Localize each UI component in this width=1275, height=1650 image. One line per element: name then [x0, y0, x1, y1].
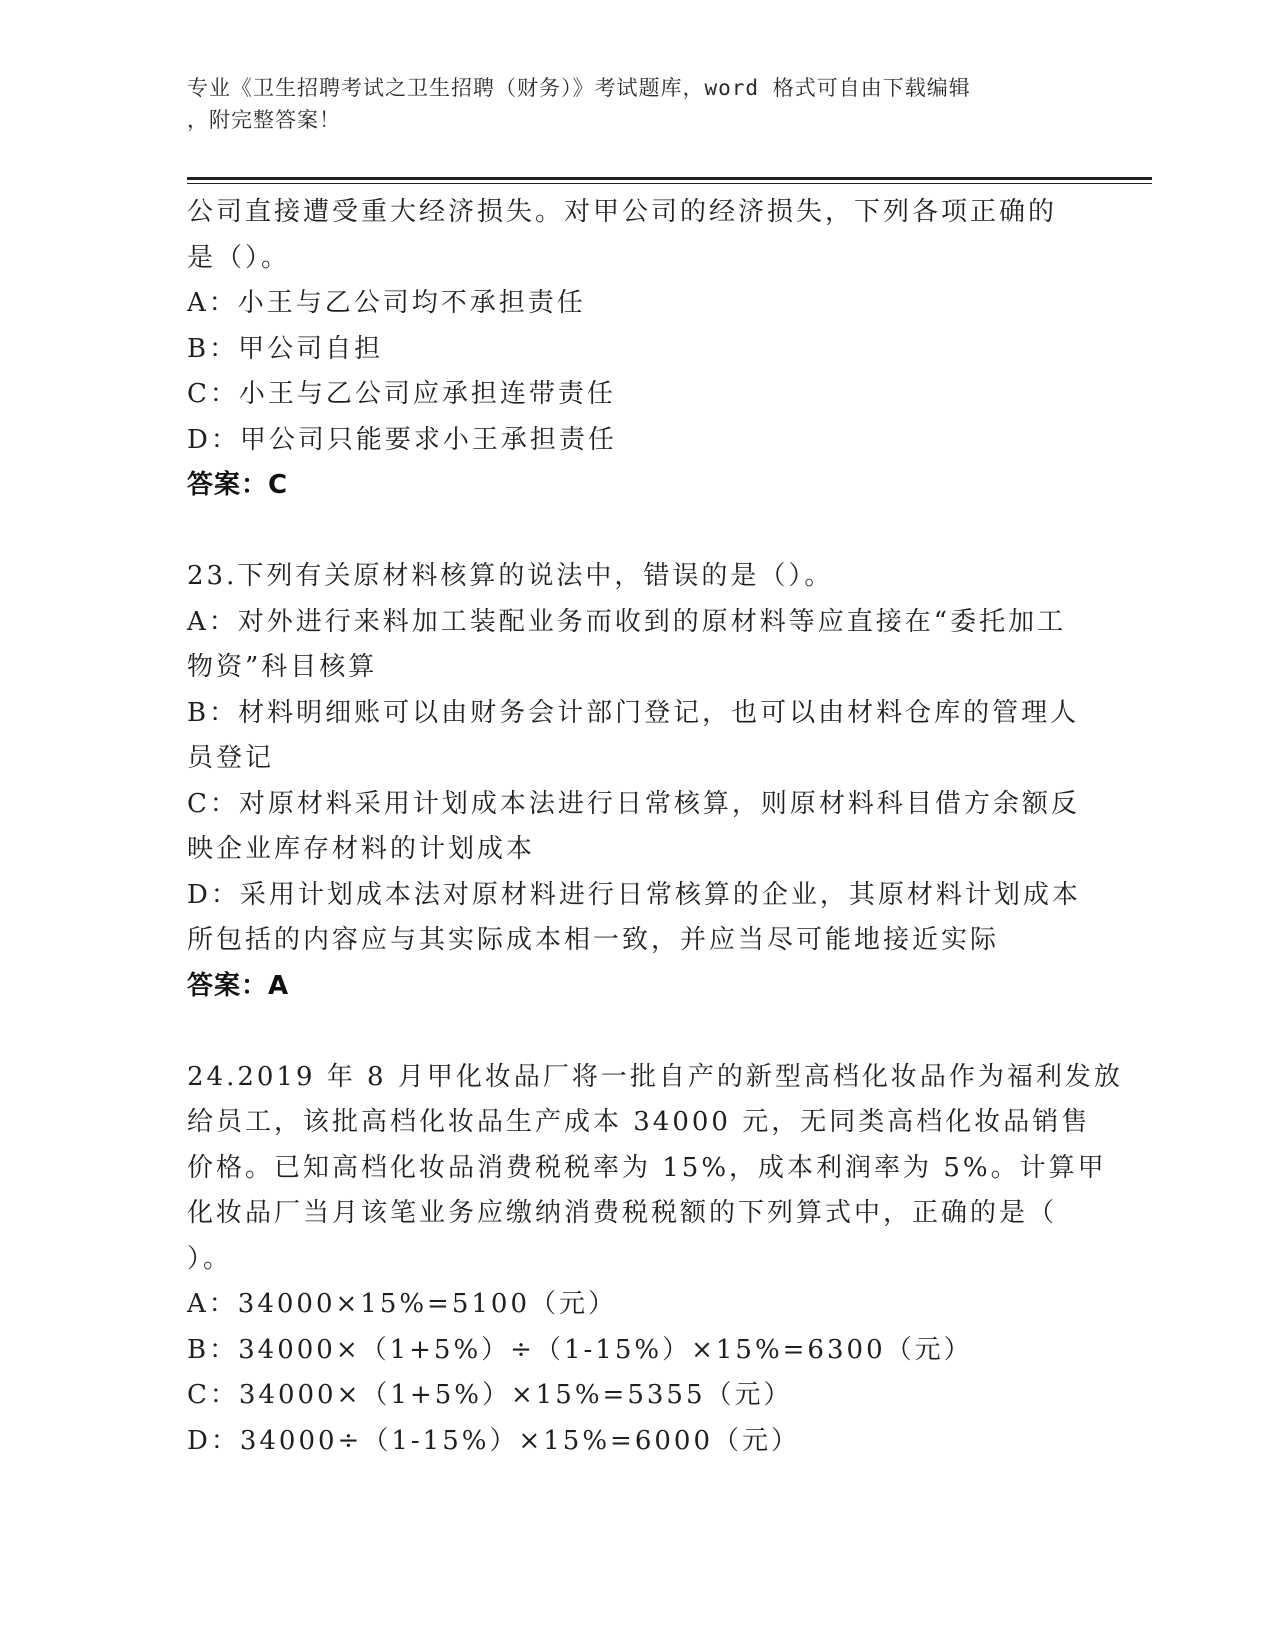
spacer — [187, 509, 1087, 555]
answer-label: 答案：C — [187, 470, 289, 500]
option-d: D：34000÷（1-15%）×15%=6000（元） — [187, 1425, 800, 1456]
option-b-cont: 员登记 — [187, 743, 275, 773]
option-d: D：采用计划成本法对原材料进行日常核算的企业，其原材料计划成本 — [187, 879, 1081, 910]
spacer — [187, 1009, 1087, 1055]
option-c-cont: 映企业库存材料的计划成本 — [187, 834, 536, 864]
question-22 — [187, 190, 1087, 509]
option-a: A：对外进行来料加工装配业务而收到的原材料等应直接在“委托加工 — [187, 606, 1067, 637]
option-b: B：34000×（1+5%）÷（1-15%）×15%=6300（元） — [187, 1334, 973, 1365]
question-24 — [187, 1055, 1123, 1465]
option-d-cont: 所包括的内容应与其实际成本相一致，并应当尽可能地接近实际 — [187, 925, 1000, 955]
page-header — [187, 72, 1067, 136]
option-c: C：34000×（1+5%）×15%=5355（元） — [187, 1380, 793, 1410]
question-content — [187, 190, 1123, 1464]
question-stem-line: 化妆品厂当月该笔业务应缴纳消费税税额的下列算式中，正确的是（ — [187, 1198, 1058, 1228]
question-stem: 24.2019 年 8 月甲化妆品厂将一批自产的新型高档化妆品作为福利发放 — [187, 1061, 1123, 1092]
question-stem-line: 给员工，该批高档化妆品生产成本 34000 元，无同类高档化妆品销售 — [187, 1107, 1091, 1137]
option-a-cont: 物资”科目核算 — [187, 652, 378, 682]
option-b: B：甲公司自担 — [187, 333, 384, 364]
question-stem-line: 价格。已知高档化妆品消费税税率为 15%，成本利润率为 5%。计算甲 — [187, 1152, 1107, 1183]
question-text-line: 是（）。 — [187, 242, 291, 273]
header-line-2: ，附完整答案！ — [187, 108, 341, 132]
question-stem: 23.下列有关原材料核算的说法中，错误的是（）。 — [187, 561, 834, 591]
question-text-line: 公司直接遭受重大经济损失。对甲公司的经济损失，下列各项正确的 — [187, 197, 1058, 227]
option-c: C：对原材料采用计划成本法进行日常核算，则原材料科目借方余额反 — [187, 788, 1080, 819]
option-a: A：34000×15%=5100（元） — [187, 1289, 618, 1319]
option-d: D：甲公司只能要求小王承担责任 — [187, 424, 617, 455]
option-b: B：材料明细账可以由财务会计部门登记，也可以由材料仓库的管理人 — [187, 697, 1080, 728]
answer-label: 答案：A — [187, 970, 290, 1001]
header-rule-thin — [187, 183, 1152, 184]
question-23 — [187, 554, 1087, 1009]
option-c: C：小王与乙公司应承担连带责任 — [187, 379, 616, 409]
option-a: A：小王与乙公司均不承担责任 — [187, 288, 586, 318]
question-stem-line: ）。 — [187, 1243, 233, 1274]
header-rule-thick — [187, 177, 1152, 180]
header-line-1: 专业《卫生招聘考试之卫生招聘（财务）》考试题库，word 格式可自由下载编辑 — [187, 76, 971, 100]
